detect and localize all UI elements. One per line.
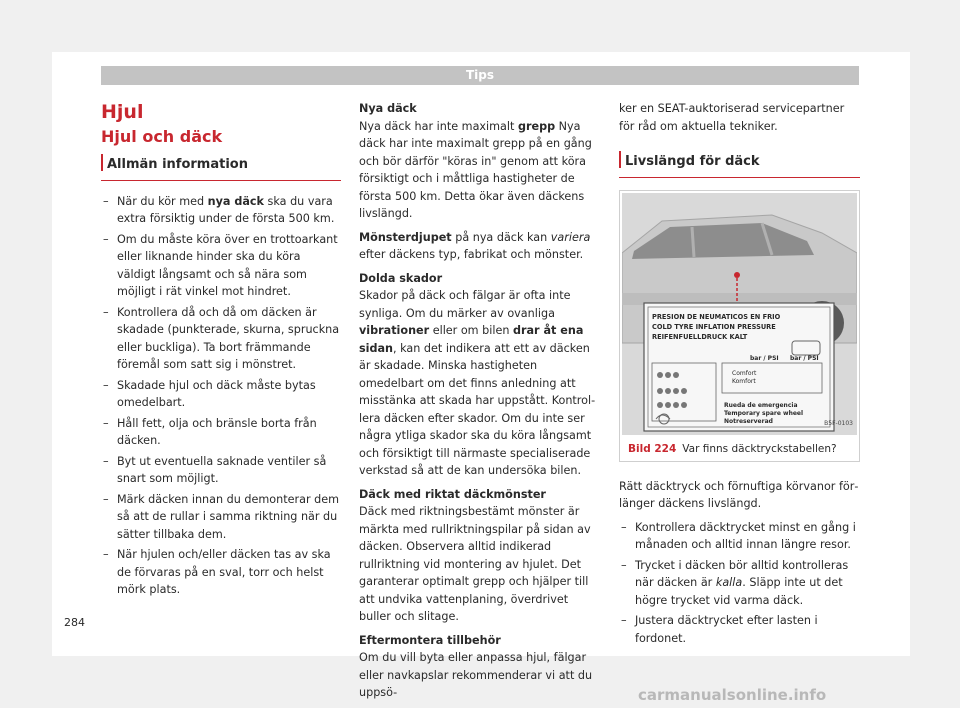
car-illustration <box>622 193 857 435</box>
figure-code: B5F-0103 <box>824 420 853 427</box>
watermark: carmanualsonline.info <box>638 686 827 704</box>
list-item: – Byt ut eventuella saknade ventiler så snart som möjligt. <box>101 453 341 488</box>
list-item: – Trycket i däcken bör alltid kontrolleras när däcken är kalla. Släpp inte ut det högre trycket vid varma däck. <box>619 557 860 610</box>
paragraph-riktat-monster: Däck med riktningsbestämt mönster är märkta med rullriktningspilar på sidan av däcken. Observera alltid indikerad rullriktning vid montering av hjulet. Det garanterar optimalt grepp och hjälper till att undvika vattenplaning, överdrivet buller och slitage. <box>359 505 591 623</box>
label-heading-en: COLD TYRE INFLATION PRESSURE <box>652 322 776 331</box>
paragraph-monsterdjup: Mönsterdjupet på nya däck kan variera efter däckens typ, fabrikat och mönster. <box>359 230 591 261</box>
label-unit-1: bar / PSI <box>750 354 779 362</box>
label-heading-de: REIFENFUELLDRUCK KALT <box>652 332 748 341</box>
paragraph-dolda-skador: Skador på däck och fälgar är ofta inte synliga. Om du märker av ovanliga vibrationer eller om bilen drar åt ena sidan, kan det indikera att ett av däcken är skadade. Minska hastigheten omedelbart om det finns anledning att misstänka att skada har uppstått. Kontrollera däcken efter skador. Om du inte ser några ytliga skador ska du köra långsamt och försiktigt till närmaste specialiserade verkstad så att de kan undersöka bilen. <box>359 289 596 477</box>
heading-riktat-monster: Däck med riktat däckmönster <box>359 487 546 501</box>
list-item: – Skadade hjul och däck måste bytas omedelbart. <box>101 377 341 412</box>
label-komfort: Komfort <box>732 377 756 385</box>
heading-dolda-skador: Dolda skador <box>359 271 443 285</box>
heading-hjul: Hjul <box>101 101 144 123</box>
list-item: – Håll fett, olja och bränsle borta från däcken. <box>101 415 341 450</box>
figure-caption-text: Var finns däcktryckstabellen? <box>682 442 837 455</box>
figure-number: Bild 224 <box>628 442 677 455</box>
header-tips: Tips <box>101 66 859 85</box>
heading-livslangd: Livslängd för däck <box>619 149 860 178</box>
list-item: – Justera däcktrycket efter lasten i fordonet. <box>619 612 860 647</box>
label-spare-es: Rueda de emergencia <box>724 401 798 409</box>
column-middle <box>359 100 599 708</box>
paragraph-eftermontera: Om du vill byta eller anpassa hjul, fälgar eller navkapslar rekommenderar vi att du uppsö- <box>359 651 593 699</box>
figure-caption <box>628 442 837 456</box>
label-comfort: Comfort <box>732 369 757 377</box>
paragraph-continuation: ker en SEAT-auktoriserad servicepartner för råd om aktuella tekniker. <box>619 102 845 133</box>
label-unit-2: bar / PSI <box>790 354 819 362</box>
list-item: – Kontrollera däcktrycket minst en gång i månaden och alltid innan längre resor. <box>619 519 860 554</box>
tips-list <box>101 193 341 599</box>
label-spare-en: Temporary spare wheel <box>724 409 804 417</box>
heading-hjul-och-dack: Hjul och däck <box>101 127 223 146</box>
page-number: 284 <box>64 616 85 629</box>
column-right <box>619 100 860 650</box>
list-item: – Märk däcken innan du demonterar dem så att de rullar i samma riktning när du sätter tillbaka dem. <box>101 491 341 544</box>
paragraph-nya-dack: Nya däck har inte maximalt grepp Nya däck har inte maximalt grepp på en gång och bör därför "köras in" genom att köra försiktigt och i måttliga hastigheter de första 500 km. Detta ökar även däckens livslängd. <box>359 119 592 220</box>
list-item: – Om du måste köra över en trottoarkant eller liknande hinder ska du köra väldigt långsamt och så nära som möjligt i rät vinkel mot hindret. <box>101 231 341 301</box>
label-heading-es: PRESION DE NEUMATICOS EN FRIO <box>652 312 781 321</box>
paragraph-intro: Rätt däcktryck och förnuftiga körvanor förlänger däckens livslängd. <box>619 479 859 510</box>
figure-tyre-pressure <box>619 190 860 462</box>
column-left <box>101 100 341 602</box>
heading-eftermontera: Eftermontera tillbehör <box>359 633 501 647</box>
heading-nya-dack: Nya däck <box>359 102 417 115</box>
list-item: – När du kör med nya däck ska du vara extra försiktig under de första 500 km. <box>101 193 341 228</box>
list-item: – Kontrollera då och då om däcken är skadade (punkterade, skurna, spruckna eller buckliga). Ta bort främmande föremål som satt sig i mönstret. <box>101 304 341 374</box>
heading-allman-information: Allmän information <box>101 152 341 181</box>
livslangd-list <box>619 519 860 648</box>
label-spare-de: Notreserverad <box>724 417 773 425</box>
list-item: – När hjulen och/eller däcken tas av ska de förvaras på en sval, torr och helst mörk plats. <box>101 546 341 599</box>
